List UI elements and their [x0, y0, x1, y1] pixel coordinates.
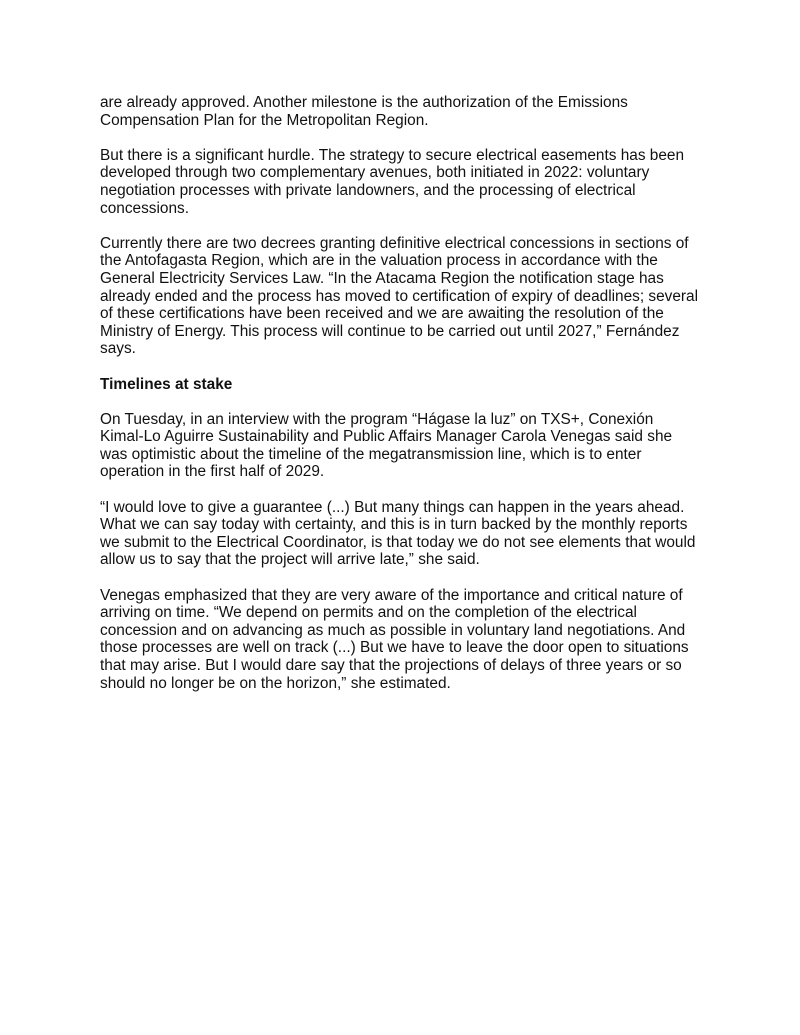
text-line: was optimistic about the timeline of the megatransmission line, which is to enter: [100, 445, 642, 463]
paragraph-emissions-plan: [100, 94, 705, 129]
text-line: are already approved. Another milestone is the authorization of the Emissions: [100, 94, 628, 111]
text-line: says.: [100, 340, 136, 358]
paragraph-guarantee-quote: [100, 499, 705, 569]
text-line: arriving on time. “We depend on permits and on the completion of the electrical: [100, 604, 637, 622]
section-heading: [100, 376, 705, 394]
text-line: operation in the first half of 2029.: [100, 463, 325, 481]
text-line: On Tuesday, in an interview with the program “Hágase la luz” on TXS+, Conexión: [100, 410, 654, 428]
text-line: “I would love to give a guarantee (...) But many things can happen in the years ahead.: [100, 498, 685, 516]
text-line: the Antofagasta Region, which are in the valuation process in accordance with the: [100, 252, 658, 270]
heading-text: Timelines at stake: [100, 375, 233, 393]
text-line: of these certifications have been received and we are awaiting the resolution of the: [100, 305, 664, 323]
text-line: Kimal-Lo Aguirre Sustainability and Public Affairs Manager Carola Venegas said she: [100, 428, 673, 446]
text-line: concessions.: [100, 199, 189, 217]
paragraph-easements: [100, 147, 705, 217]
paragraph-interview: [100, 411, 705, 481]
text-line: already ended and the process has moved to certification of expiry of deadlines; several: [100, 287, 699, 305]
text-line: concession and on advancing as much as possible in voluntary land negotiations. And: [100, 621, 686, 639]
paragraph-venegas: [100, 587, 705, 693]
text-line: Ministry of Energy. This process will continue to be carried out until 2027,” Fernández: [100, 322, 680, 340]
text-line: negotiation processes with private landowners, and the processing of electrical: [100, 181, 636, 199]
paragraph-concessions: [100, 235, 705, 358]
text-line: Currently there are two decrees granting definitive electrical concessions in sections of: [100, 234, 689, 252]
text-line: should no longer be on the horizon,” she estimated.: [100, 674, 451, 692]
text-line: we submit to the Electrical Coordinator, is that today we do not see elements that would: [100, 533, 696, 551]
document-body: [100, 94, 705, 710]
text-line: General Electricity Services Law. “In the Atacama Region the notification stage has: [100, 269, 664, 287]
text-line: But there is a significant hurdle. The strategy to secure electrical easements has been: [100, 146, 685, 164]
text-line: allow us to say that the project will arrive late,” she said.: [100, 551, 480, 569]
text-line: Venegas emphasized that they are very aware of the importance and critical nature of: [100, 586, 683, 604]
text-line: What we can say today with certainty, and this is in turn backed by the monthly reports: [100, 516, 688, 534]
text-line: those processes are well on track (...) But we have to leave the door open to situations: [100, 639, 689, 657]
text-line: that may arise. But I would dare say that the projections of delays of three years or so: [100, 657, 682, 674]
text-line: Compensation Plan for the Metropolitan Region.: [100, 111, 429, 129]
text-line: developed through two complementary avenues, both initiated in 2022: voluntary: [100, 164, 650, 182]
